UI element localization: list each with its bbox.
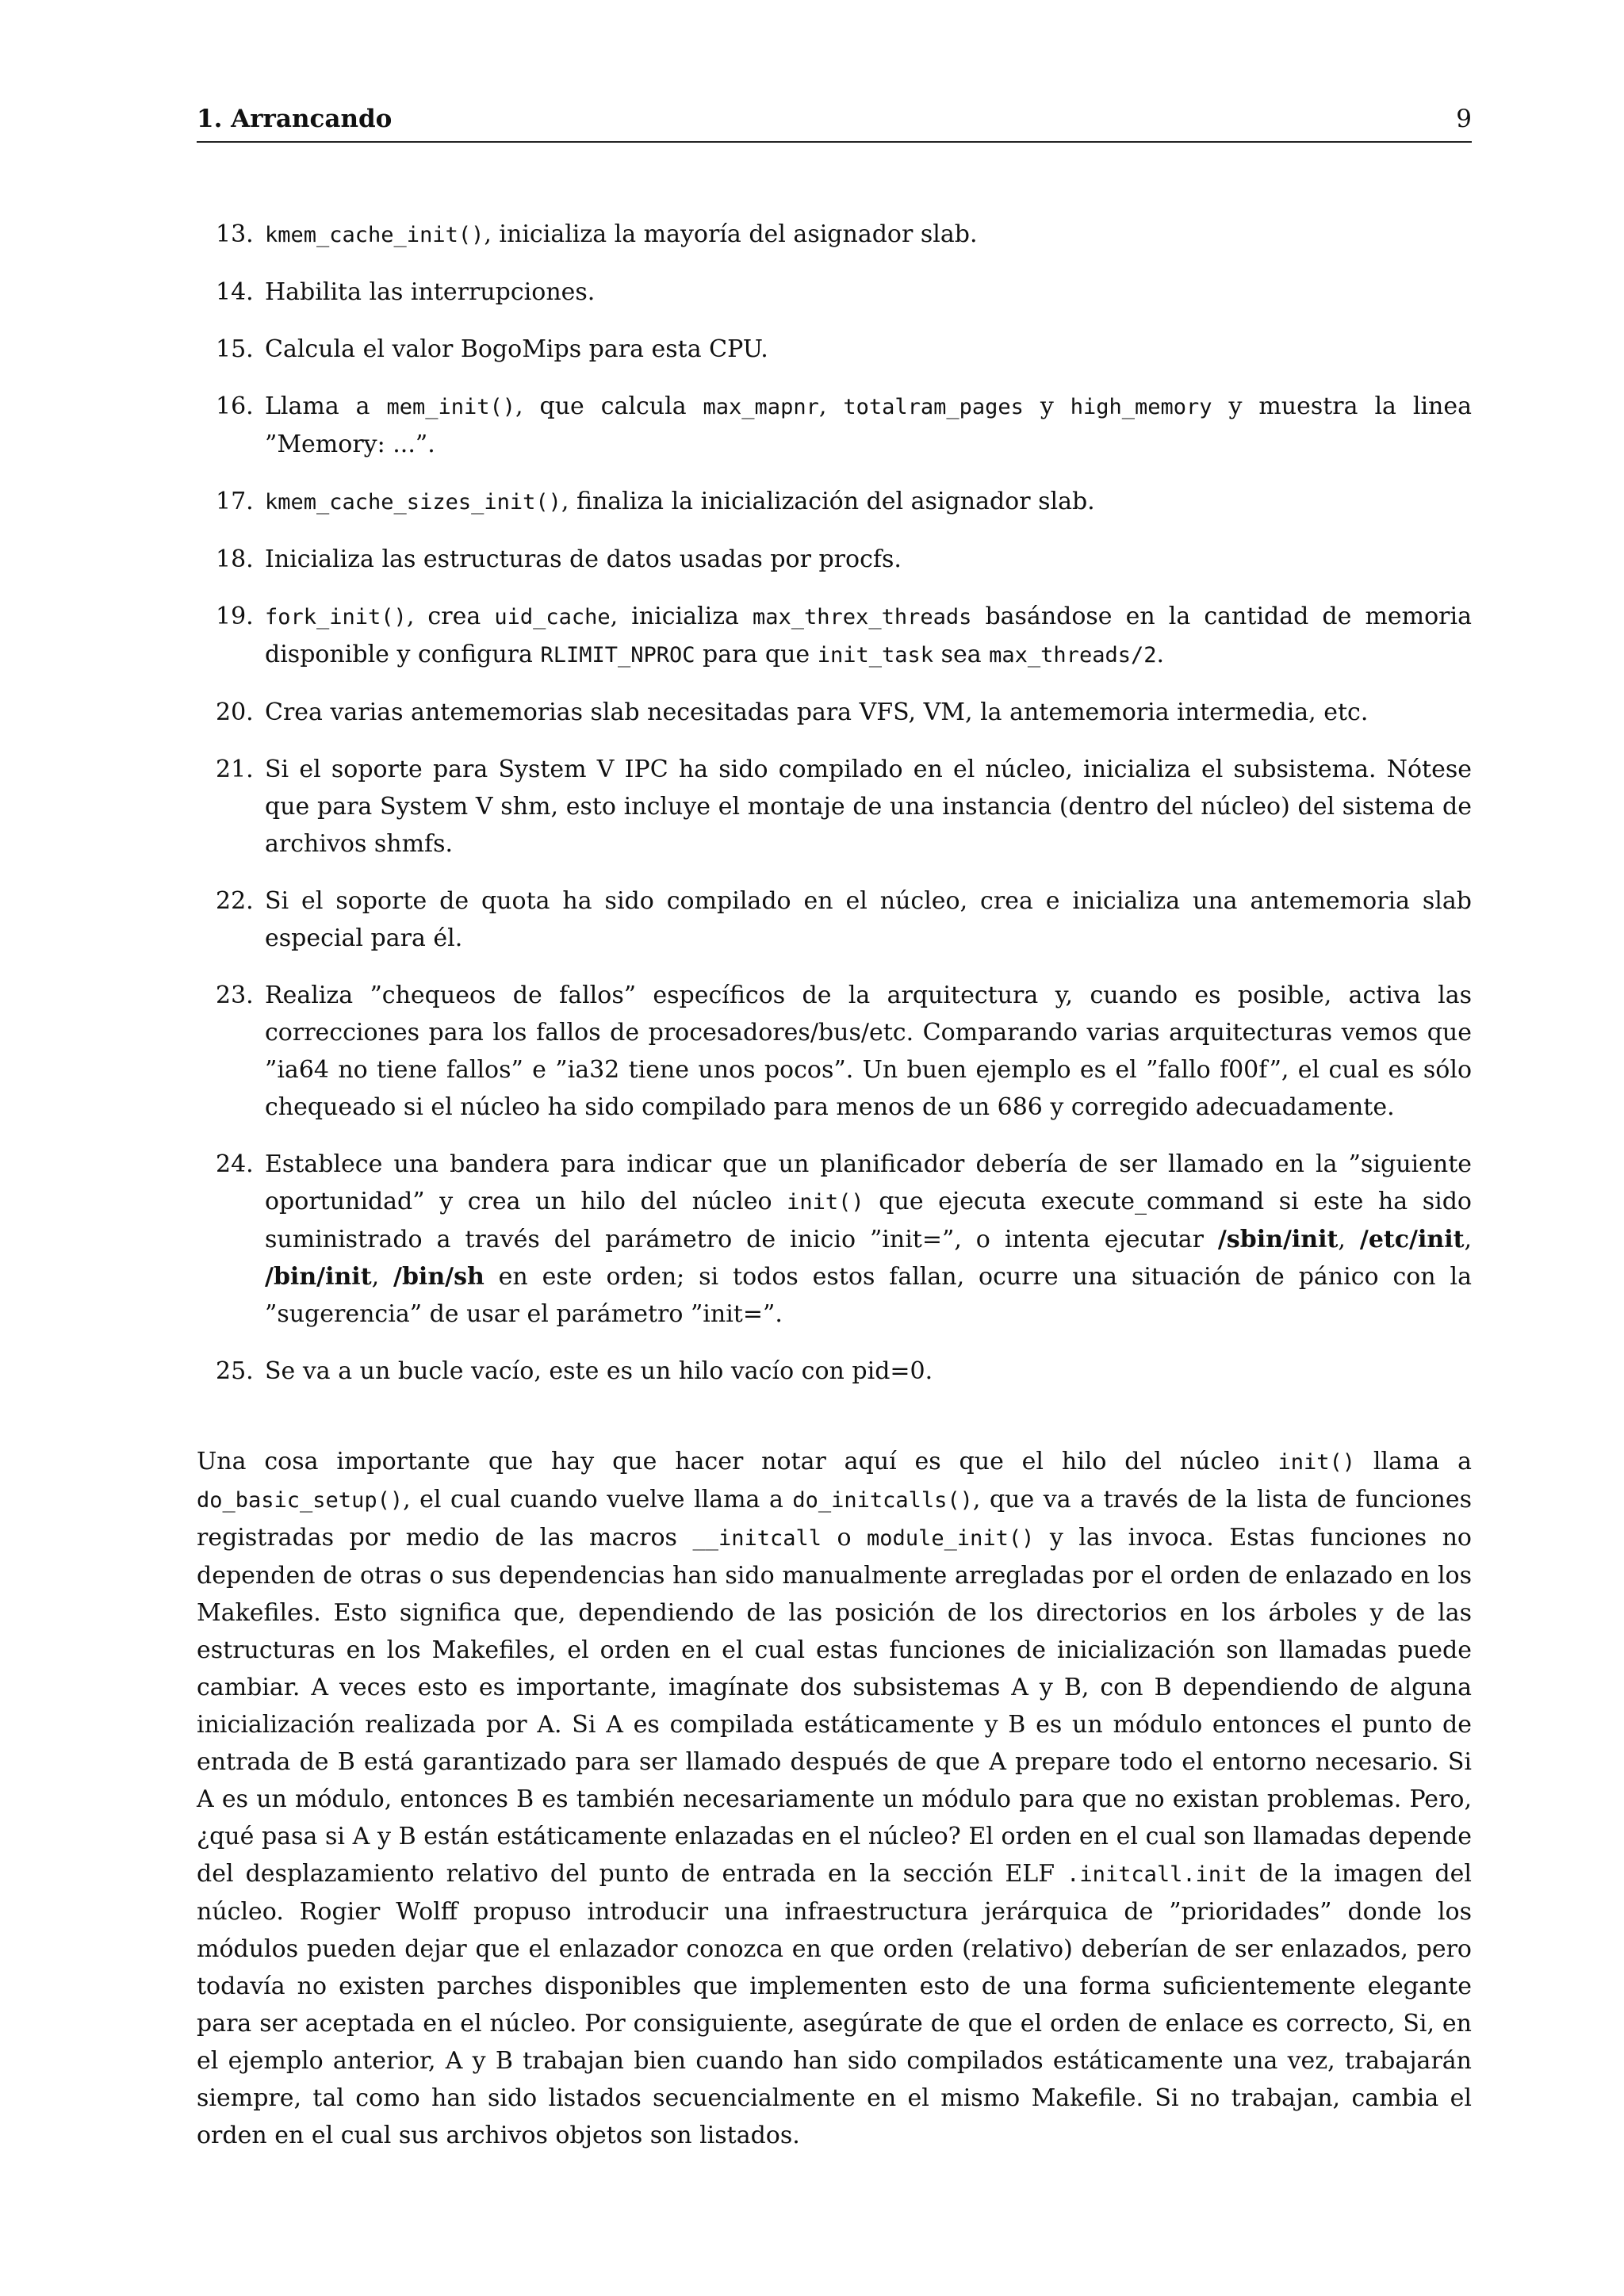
list-item [197, 882, 1472, 957]
list-item-text [265, 1357, 933, 1385]
list-item [197, 1146, 1472, 1333]
text-span: que ejecuta execute_command si este ha sido suministrado a través del parámetro de inicio ”init=”, o intenta ejecutar [265, 1188, 1472, 1253]
text-span: sea [933, 641, 990, 668]
code-span: max_mapnr [703, 395, 819, 419]
bold-path: /etc/init [1359, 1226, 1465, 1253]
list-item-text [265, 335, 768, 363]
list-item-number: 13. [216, 220, 254, 248]
list-item-number: 20. [216, 698, 254, 726]
text-span: , [1338, 1226, 1360, 1253]
text-span: y las invoca. Estas funciones no dependen de otras o sus dependencias han sido manualmente arregladas por el orden de enlazado en los Makefiles. Esto significa que, dependiendo de las posición de los directorios en los árboles y de las estructuras en los Makefiles, el orden en el cual estas funciones de inicialización son llamadas puede cambiar. A veces esto es importante, imagínate dos subsistemas A y B, con B dependiendo de alguna inicialización realizada por A. Si A es compilada estáticamente y B es un módulo entonces el punto de entrada de B está garantizado para ser llamado después de que A prepare todo el entorno necesario. Si A es un módulo, entonces B es también necesariamente un módulo para que no existan problemas. Pero, ¿qué pasa si A y B están estáticamente enlazadas en el núcleo? El orden en el cual son llamadas depende del desplazamiento relativo del punto de entrada en la sección ELF [197, 1524, 1472, 1888]
list-item-text [265, 545, 902, 573]
list-item-number: 16. [216, 392, 254, 420]
code-span: totalram_pages [843, 395, 1024, 419]
text-span: Si el soporte de quota ha sido compilado en el núcleo, crea e inicializa una antememoria slab especial para él. [265, 887, 1472, 952]
code-span: kmem_cache_sizes_init() [265, 490, 561, 515]
list-item-text [265, 392, 1472, 458]
code-span: init_task [817, 643, 934, 668]
text-span: Se va a un bucle vacío, este es un hilo vacío con pid=0. [265, 1357, 933, 1385]
body-paragraph [197, 1443, 1472, 2154]
list-item-number: 14. [216, 278, 254, 306]
list-item-number: 24. [216, 1150, 254, 1178]
code-span: __initcall [692, 1526, 822, 1551]
list-item [197, 331, 1472, 368]
bold-path: /sbin/init [1217, 1226, 1339, 1253]
list-item-text [265, 1150, 1472, 1328]
code-span: RLIMIT_NPROC [540, 643, 695, 668]
list-item [197, 388, 1472, 463]
code-span: max_threads/2 [989, 643, 1157, 668]
text-span: Establece una bandera para indicar que un planificador debería de ser llamado en la ”siguiente oportunidad” y crea un hilo del núcleo [265, 1150, 1472, 1215]
code-span: fork_init() [265, 605, 407, 629]
list-item-text [265, 603, 1472, 668]
code-span: do_initcalls() [792, 1488, 973, 1513]
text-span: para que [695, 641, 818, 668]
list-item-number: 19. [216, 603, 254, 630]
text-span: , el cual cuando vuelve llama a [403, 1486, 793, 1513]
bold-path: /bin/init [265, 1263, 372, 1291]
text-span: Crea varias antememorias slab necesitadas para VFS, VM, la antememoria intermedia, etc. [265, 698, 1369, 726]
list-item [197, 598, 1472, 674]
text-span: , [371, 1263, 393, 1291]
list-item-number: 17. [216, 488, 254, 515]
text-span: en este orden; si todos estos fallan, ocurre una situación de pánico con la ”sugerencia” de usar el parámetro ”init=”. [265, 1263, 1472, 1328]
list-item-text [265, 982, 1472, 1121]
text-span: Calcula el valor BogoMips para esta CPU. [265, 335, 768, 363]
text-span: Si el soporte para System V IPC ha sido compilado en el núcleo, inicializa el subsistema. Nótese que para System V shm, esto incluye el montaje de una instancia (dentro del núcleo) del sistema de archivos shmfs. [265, 756, 1472, 858]
list-item-text [265, 488, 1095, 515]
code-span: init() [1277, 1450, 1355, 1475]
text-span: , [818, 392, 844, 420]
text-span: , inicializa la mayoría del asignador slab. [484, 220, 978, 248]
code-span: mem_init() [386, 395, 516, 419]
list-item [197, 216, 1472, 254]
code-span: .initcall.init [1067, 1862, 1247, 1887]
list-item [197, 694, 1472, 731]
list-item-text [265, 756, 1472, 858]
text-span: de la imagen del núcleo. Rogier Wolff propuso introducir una infraestructura jerárquica de ”prioridades” donde los módulos pueden dejar que el enlazador conozca en que orden (relativo) deberían de ser enlazados, pero todavía no existen parches disponibles que implementen esto de una forma suficientemente elegante para ser aceptada en el núcleo. Por consiguiente, asegúrate de que el orden de enlace es correcto, Si, en el ejemplo anterior, A y B trabajan bien cuando han sido compilados estáticamente una vez, trabajarán siempre, tal como han sido listados secuencialmente en el mismo Makefile. Si no trabajan, cambia el orden en el cual sus archivos objetos son listados. [197, 1860, 1473, 2149]
text-span: Una cosa importante que hay que hacer notar aquí es que el hilo del núcleo [197, 1448, 1278, 1475]
list-item-text [265, 220, 977, 248]
text-span: llama a [1354, 1448, 1472, 1475]
list-item-text [265, 278, 595, 306]
text-span: , que va a través de la lista de funciones registradas por medio de las macros [197, 1486, 1472, 1552]
code-span: kmem_cache_init() [265, 223, 485, 247]
list-item-number: 21. [216, 756, 254, 783]
code-span: uid_cache [494, 605, 611, 629]
text-span: y [1023, 392, 1071, 420]
list-item-text [265, 887, 1472, 952]
section-title: 1. Arrancando [197, 105, 393, 133]
list-item-number: 18. [216, 545, 254, 573]
code-span: max_threx_threads [753, 605, 972, 629]
text-span: Realiza ”chequeos de fallos” específicos de la arquitectura y, cuando es posible, activa las correcciones para los fallos de procesadores/bus/etc. Comparando varias arquitecturas vemos que ”ia64 no tiene fallos” e ”ia32 tiene unos pocos”. Un buen ejemplo es el ”fallo f00f”, el cual es sólo chequeado si el núcleo ha sido compilado para menos de un 686 y corregido adecuadamente. [265, 982, 1472, 1121]
code-span: high_memory [1070, 395, 1212, 419]
list-item [197, 1353, 1472, 1390]
list-item [197, 274, 1472, 311]
text-span: Habilita las interrupciones. [265, 278, 596, 306]
text-span: Llama a [265, 392, 387, 420]
text-span: , inicializa [610, 603, 753, 630]
list-item-number: 25. [216, 1357, 254, 1385]
running-header [197, 101, 1472, 143]
list-item-number: 22. [216, 887, 254, 915]
code-span: module_init() [867, 1526, 1035, 1551]
code-span: init() [787, 1190, 864, 1215]
bold-path: /bin/sh [393, 1263, 485, 1291]
text-span: , [1464, 1226, 1472, 1253]
list-item-number: 15. [216, 335, 254, 363]
text-span: o [822, 1524, 868, 1552]
list-item-text [265, 698, 1368, 726]
list-item [197, 483, 1472, 521]
text-span: y muestra la linea ”Memory: ...”. [265, 392, 1472, 458]
text-span: , que calcula [515, 392, 703, 420]
list-item [197, 751, 1472, 863]
text-span: , crea [406, 603, 495, 630]
text-span: . [1156, 641, 1165, 668]
text-span: Inicializa las estructuras de datos usadas por procfs. [265, 545, 902, 573]
list-item-number: 23. [216, 982, 254, 1009]
list-item [197, 541, 1472, 578]
page-number: 9 [1456, 105, 1472, 133]
list-item [197, 977, 1472, 1126]
code-span: do_basic_setup() [197, 1488, 404, 1513]
text-span: , finaliza la inicialización del asignador slab. [561, 488, 1095, 515]
text-span: basándose en la cantidad de memoria disponible y configura [265, 603, 1472, 668]
numbered-list [197, 216, 1472, 1410]
